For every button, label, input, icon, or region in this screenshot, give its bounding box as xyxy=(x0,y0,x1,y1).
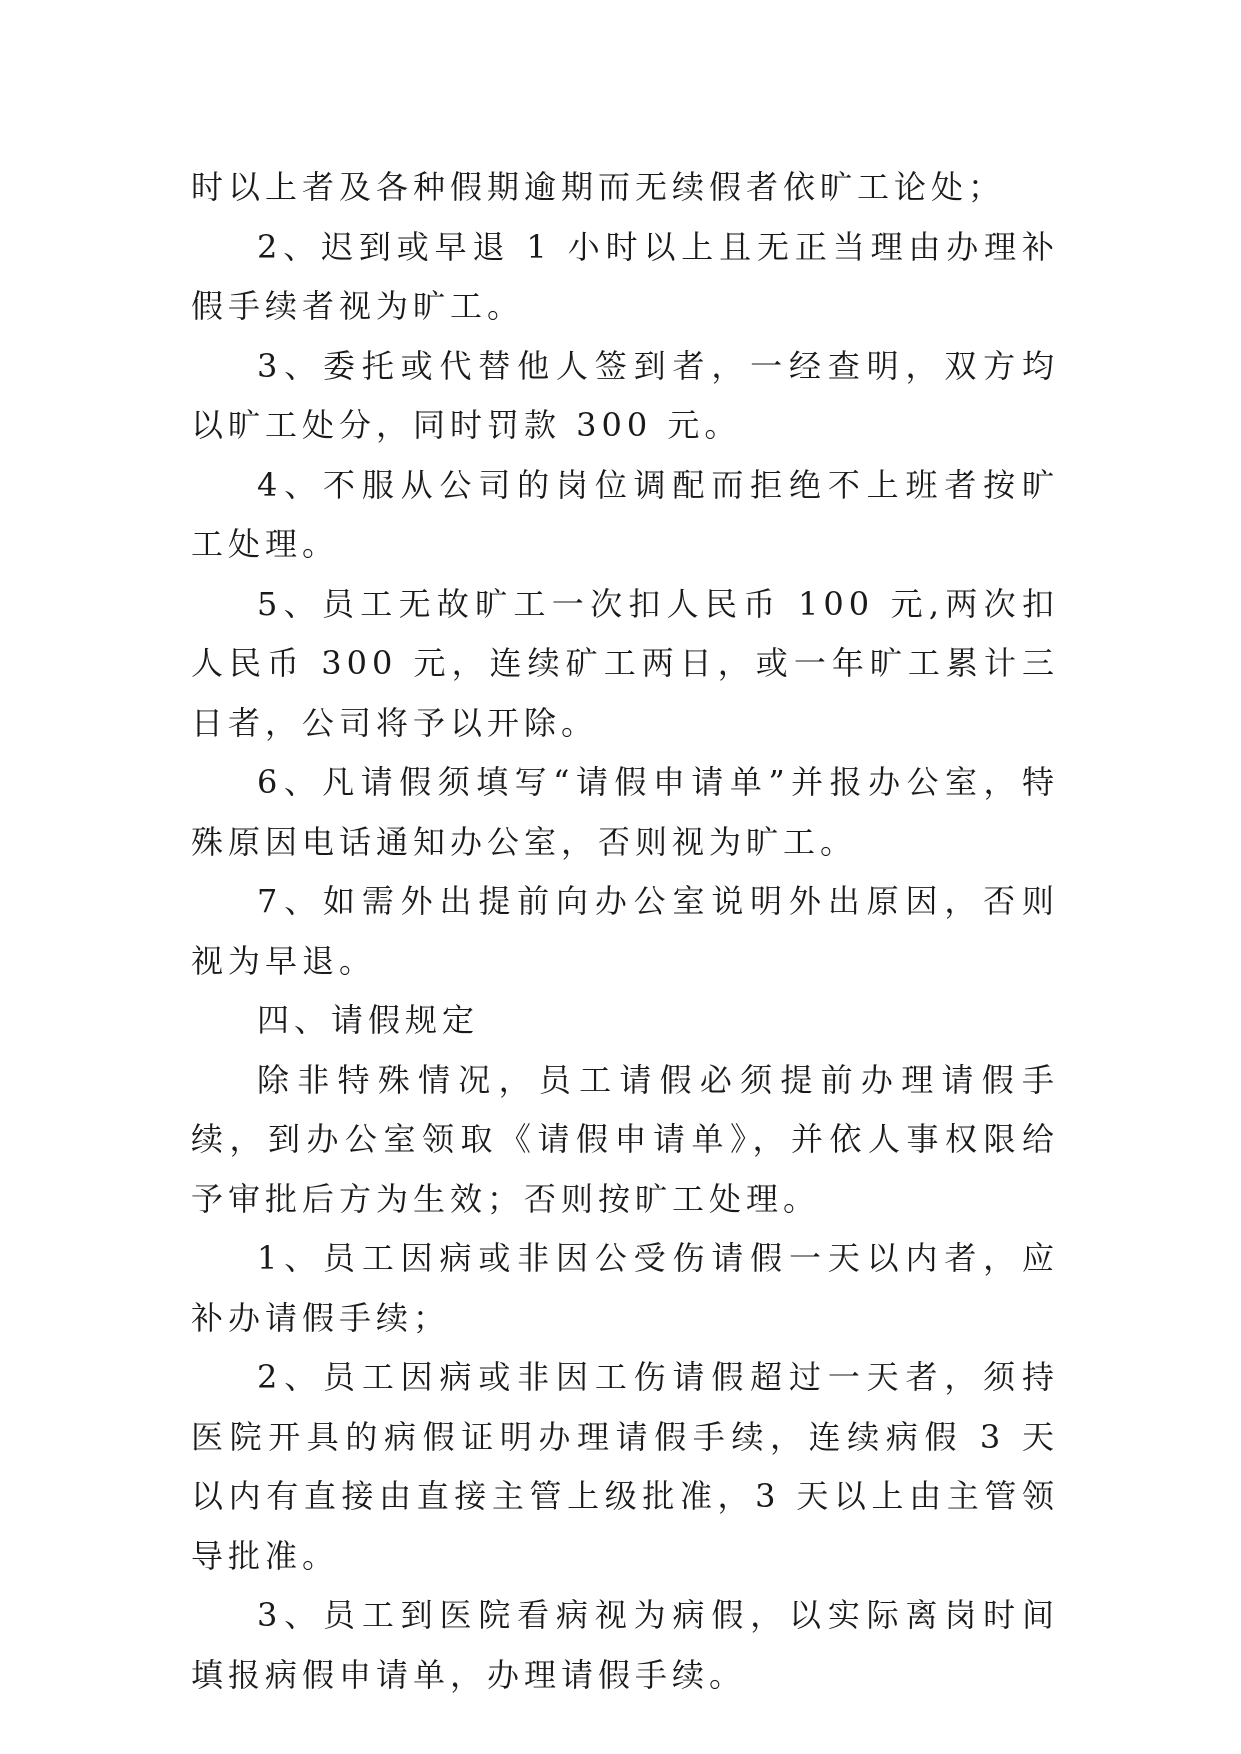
paragraph-item-refuse-assignment: 4、不服从公司的岗位调配而拒绝不上班者按旷工处理。 xyxy=(191,465,1059,563)
paragraph-continuation: 时以上者及各种假期逾期而无续假者依旷工论处； xyxy=(191,168,1006,206)
paragraph-item-leave-form: 6、凡请假须填写“请假申请单”并报办公室，特殊原因电话通知办公室，否则视为旷工。 xyxy=(191,763,1059,861)
paragraph-item-going-out: 7、如需外出提前向办公室说明外出原因，否则视为早退。 xyxy=(191,882,1059,980)
paragraph-item-late-early: 2、迟到或早退 1 小时以上且无正当理由办理补假手续者视为旷工。 xyxy=(191,227,1059,325)
document-body xyxy=(191,158,1059,1705)
paragraph-item-absence-penalty: 5、员工无故旷工一次扣人民币 100 元,两次扣人民币 300 元，连续矿工两日，或一年旷工累计三日者，公司将予以开除。 xyxy=(191,584,1059,742)
paragraph-leave-intro: 除非特殊情况，员工请假必须提前办理请假手续，到办公室领取《请假申请单》，并依人事权限给予审批后方为生效；否则按旷工处理。 xyxy=(191,1060,1059,1218)
section-heading-leave-rules: 四、请假规定 xyxy=(257,1001,480,1039)
paragraph-item-proxy-signin: 3、委托或代替他人签到者，一经查明，双方均以旷工处分，同时罚款 300 元。 xyxy=(191,346,1059,444)
paragraph-item-sick-one-day: 1、员工因病或非因公受伤请假一天以内者，应补办请假手续； xyxy=(191,1239,1059,1337)
paragraph-item-hospital-visit: 3、员工到医院看病视为病假，以实际离岗时间填报病假申请单，办理请假手续。 xyxy=(191,1596,1059,1694)
paragraph-item-sick-over-one-day: 2、员工因病或非因工伤请假超过一天者，须持医院开具的病假证明办理请假手续，连续病假 3 天以内有直接由直接主管上级批准，3 天以上由主管领导批准。 xyxy=(191,1358,1059,1575)
